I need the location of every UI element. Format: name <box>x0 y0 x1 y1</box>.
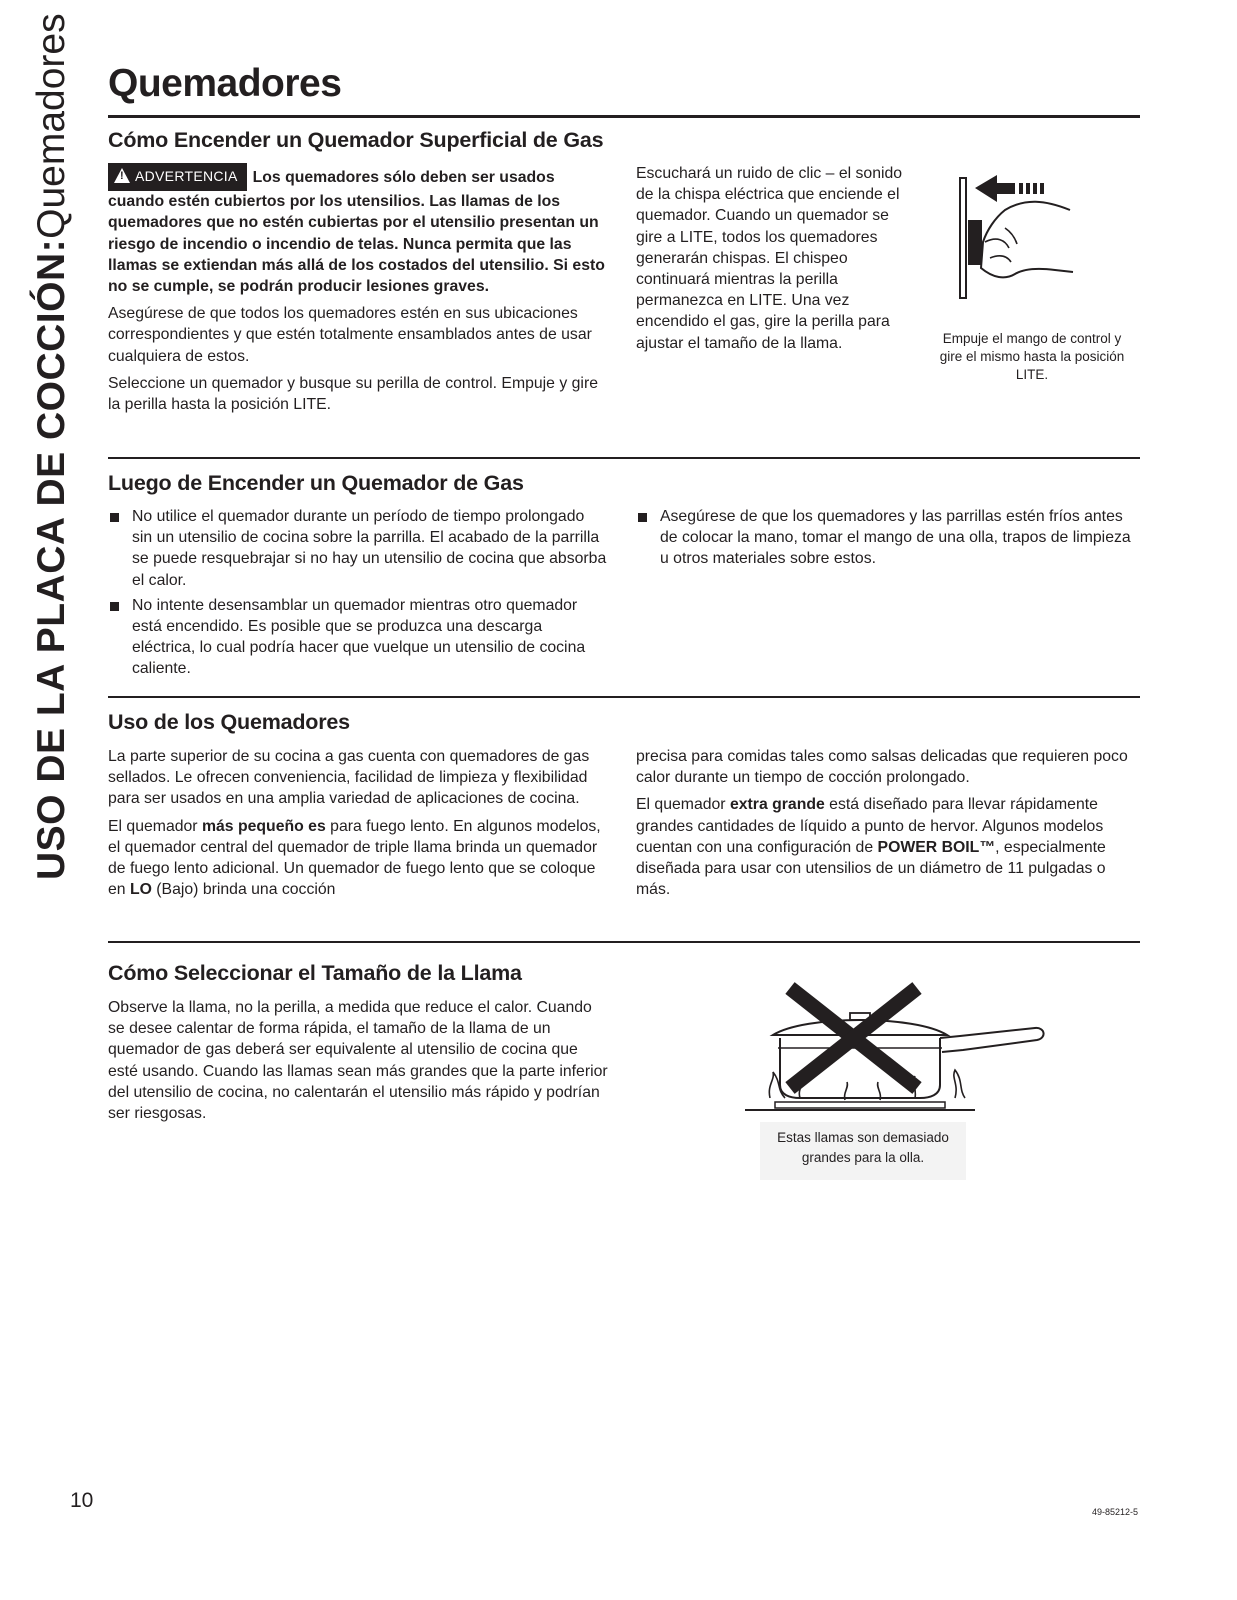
section1-left-column <box>108 163 608 421</box>
paragraph: Asegúrese de que todos los quemadores estén en sus ubicaciones correspondientes y que estén totalmente ensamblados antes de usar cualquiera de estos. <box>108 305 592 365</box>
bold-run: LO <box>129 881 152 899</box>
section1-right-column <box>636 163 918 360</box>
list-item: No intente desensamblar un quemador mientras otro quemador está encendido. Es posible que se produzca una descarga eléctrica, lo cual podría hacer que vuelque un utensilio de cocina caliente. <box>108 595 608 680</box>
text-run: está diseñado para llevar rápidamente grandes cantidades de líquido a punto de hervor. Algunos modelos cuentan con una configuración de <box>636 796 1104 856</box>
warning-badge <box>108 163 247 191</box>
text-run: El quemador <box>636 796 730 814</box>
bold-run: extra grande <box>729 796 825 814</box>
knob-figure-caption: Empuje el mango de control y gire el mismo hasta la posición LITE. <box>939 331 1125 382</box>
section-heading-uso: Uso de los Quemadores <box>108 710 350 734</box>
section3-right-column <box>636 746 1140 906</box>
text-run: para fuego lento. En algunos modelos, el quemador central del quemador de triple llama brinda un quemador de fuego lento adicional. Un quemador de fuego lento que se coloque en <box>108 817 601 899</box>
section3-left-column <box>108 746 610 906</box>
paragraph <box>108 816 610 901</box>
section-divider <box>108 696 1140 698</box>
bold-run: POWER BOIL™ <box>877 838 996 856</box>
section2-left-column <box>108 506 608 684</box>
document-code: 49-85212-5 <box>1092 1507 1139 1517</box>
side-title-light: Quemadores <box>30 13 73 239</box>
paragraph: La parte superior de su cocina a gas cuenta con quemadores de gas sellados. Le ofrecen conveniencia, facilidad de limpieza y flexibilidad para ser usados en una amplia variedad de aplicaciones de cocina. <box>108 748 590 808</box>
section4-left-column <box>108 997 608 1130</box>
section-heading-luego: Luego de Encender un Quemador de Gas <box>108 471 524 495</box>
list-item: Asegúrese de que los quemadores y las parrillas estén fríos antes de colocar la mano, tomar el mango de una olla, trapos de limpieza u otros materiales sobre estos. <box>636 506 1140 570</box>
paragraph: Seleccione un quemador y busque su perilla de control. Empuje y gire la perilla hasta la posición LITE. <box>108 374 598 414</box>
page-title: Quemadores <box>108 62 342 105</box>
pot-figure-caption: Estas llamas son demasiado grandes para la olla. <box>760 1122 966 1180</box>
paragraph: Observe la llama, no la perilla, a medida que reduce el calor. Cuando se desee calentar de forma rápida, el tamaño de la llama de un quemador de gas deberá ser equivalente al utensilio de cocina que esté usando. Cuando las llamas sean más grandes que la parte inferior del utensilio de cocina, no calentarán el utensilio más rápido y podrían ser riesgosas. <box>108 999 608 1123</box>
pot-flames-illustration <box>745 980 1050 1115</box>
warning-badge-label: ADVERTENCIA <box>135 168 238 184</box>
bullet-list <box>108 506 608 680</box>
list-item: No utilice el quemador durante un período de tiempo prolongado sin un utensilio de cocina sobre la parrilla. El acabado de la parrilla se puede resquebrajar si no hay un utensilio de cocina que absorba el calor. <box>108 506 608 591</box>
warning-text: Los quemadores sólo deben ser usados cuando estén cubiertos por los utensilios. Las llamas de los quemadores que no estén cubiertas por el utensilio presentan un riesgo de incendio o incendio de telas. Nunca permita que las llamas se extiendan más allá de los costados del utensilio. Si esto no se cumple, se podrán producir lesiones graves. <box>108 169 605 296</box>
side-section-title <box>22 13 82 880</box>
paragraph: Escuchará un ruido de clic – el sonido de la chispa eléctrica que enciende el quemador. Cuando un quemador se gire a LITE, todos los quemadores generarán chispas. El chispeo continuará mientras la perilla permanezca en LITE. Una vez encendido el gas, gire la perilla para ajustar el tamaño de la llama. <box>636 165 903 352</box>
section2-right-column <box>636 506 1140 574</box>
paragraph <box>636 794 1140 900</box>
knob-illustration <box>945 170 1085 325</box>
text-run: El quemador <box>108 817 202 835</box>
section-heading-encender: Cómo Encender un Quemador Superficial de Gas <box>108 128 604 152</box>
paragraph: precisa para comidas tales como salsas delicadas que requieren poco calor durante un tiempo de cocción prolongado. <box>636 748 1128 787</box>
text-run: (Bajo) brinda una cocción <box>151 881 336 899</box>
title-rule <box>108 115 1140 118</box>
side-title-bold: USO DE LA PLACA DE COCCIÓN: <box>30 238 73 880</box>
text-run: , especialmente diseñada para usar con utensilios de un diámetro de 11 pulgadas o más. <box>636 838 1106 899</box>
warning-triangle-icon <box>114 168 130 183</box>
section-divider <box>108 457 1140 459</box>
bold-run: más pequeño es <box>201 817 326 835</box>
page-number: 10 <box>70 1489 94 1512</box>
section-heading-tamano: Cómo Seleccionar el Tamaño de la Llama <box>108 961 522 985</box>
warning-block <box>108 163 608 297</box>
bullet-list <box>636 506 1140 570</box>
section-divider <box>108 941 1140 943</box>
